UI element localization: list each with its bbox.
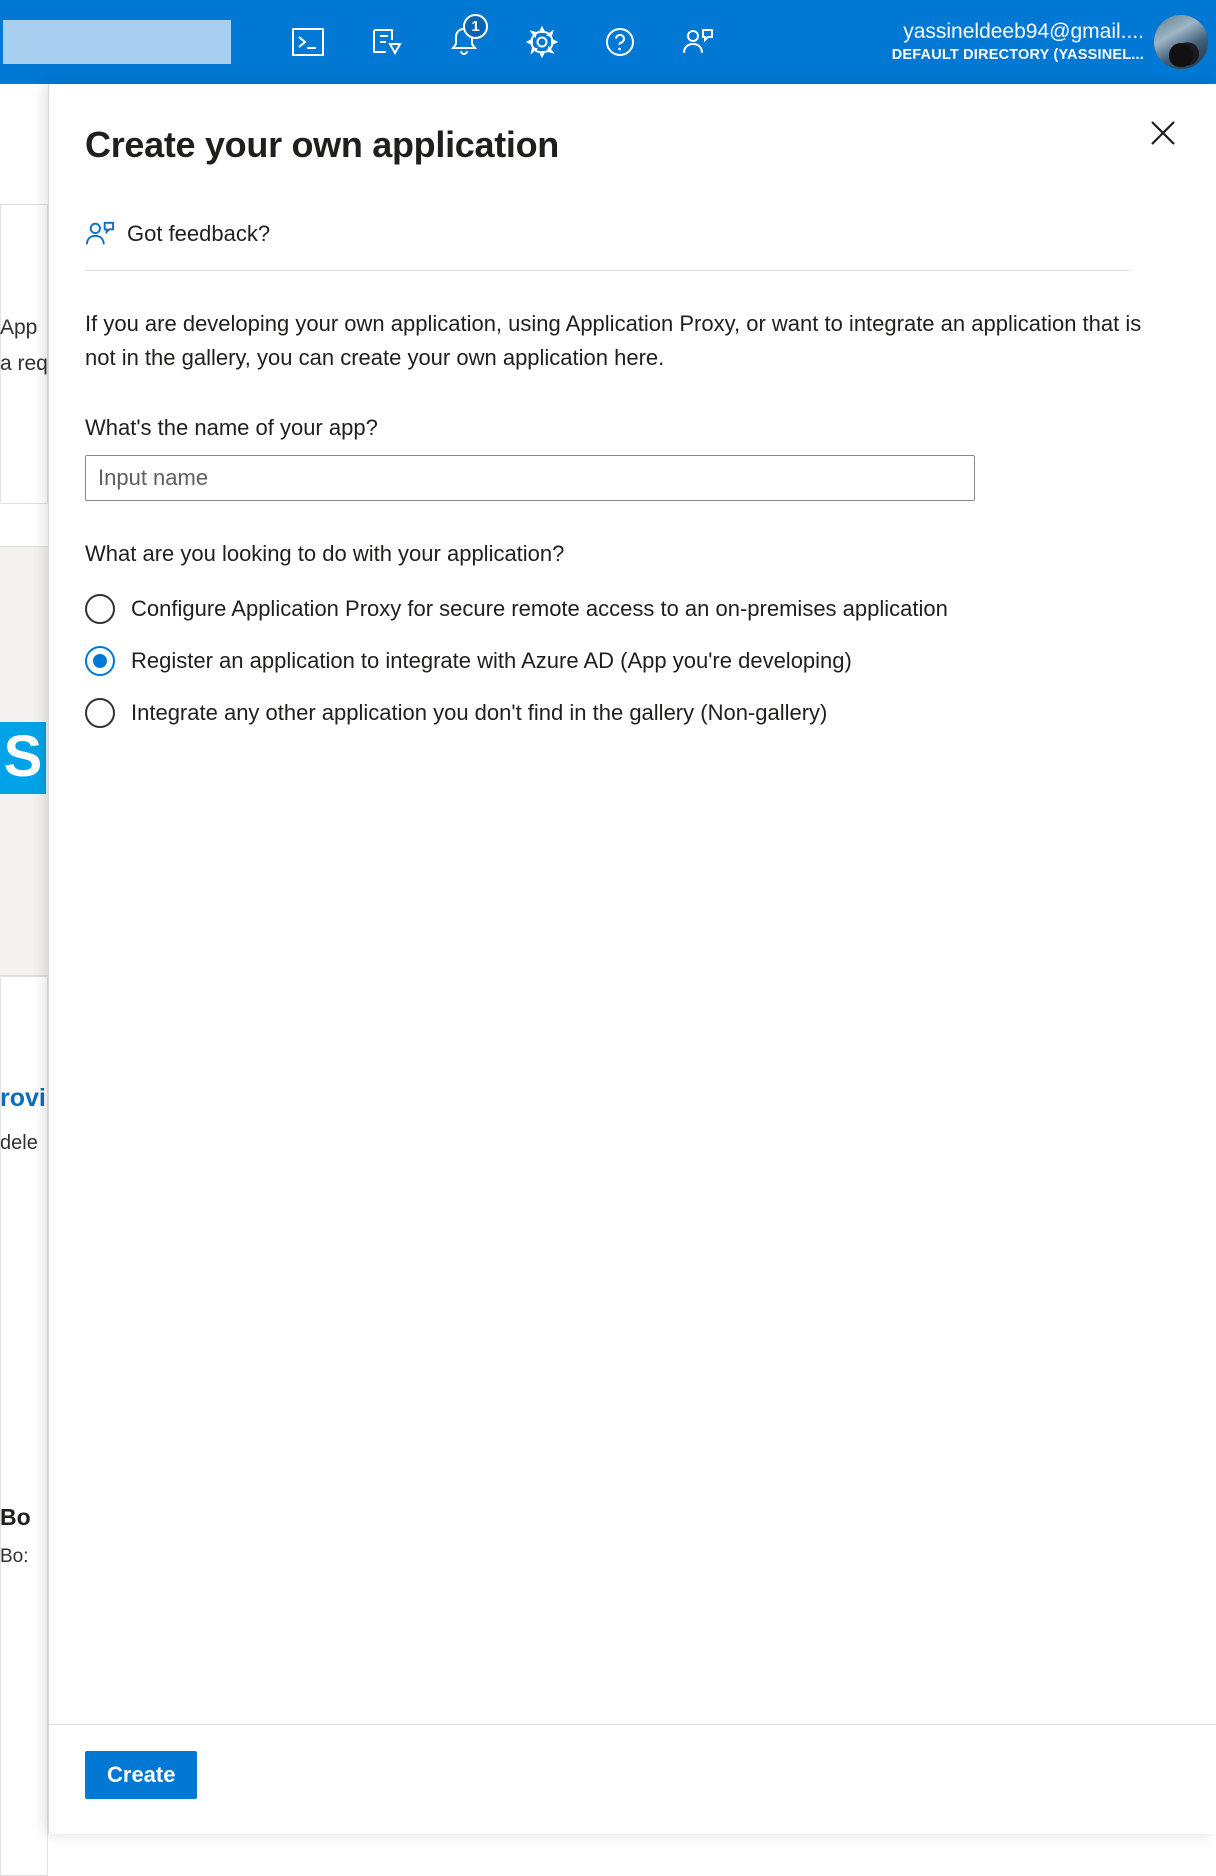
create-button[interactable]: Create: [85, 1751, 197, 1799]
bg-app-text: App: [0, 316, 38, 339]
panel-header: [49, 84, 1216, 166]
close-icon[interactable]: [1140, 110, 1186, 156]
radio-option-label: Configure Application Proxy for secure remote access to an on-premises application: [131, 596, 948, 621]
intro-text: If you are developing your own application, using Application Proxy, or want to integrate an application that is not in the gallery, you can create your own application here.: [85, 311, 1142, 370]
avatar[interactable]: [1154, 15, 1208, 69]
bg-skype-logo: S: [0, 722, 46, 794]
radio-option-label: Integrate any other application you don't find in the gallery (Non-gallery): [131, 700, 828, 725]
application-intent-radio-group: [85, 583, 1180, 739]
got-feedback-button[interactable]: [85, 220, 1130, 271]
account-email: yassineldeeb94@gmail....: [903, 20, 1144, 43]
radio-option-app-proxy[interactable]: [85, 583, 1180, 635]
cloud-shell-icon[interactable]: [289, 23, 327, 61]
feedback-person-icon[interactable]: [679, 23, 717, 61]
settings-gear-icon[interactable]: [523, 23, 561, 61]
radio-option-register-app[interactable]: [85, 635, 1180, 687]
notifications-icon[interactable]: [445, 18, 483, 61]
bg-box-text: Bo:: [0, 1546, 29, 1567]
create-application-panel: [48, 84, 1216, 1834]
radio-option-non-gallery[interactable]: [85, 687, 1180, 739]
app-name-input[interactable]: [85, 455, 975, 501]
page-title: Create your own application: [85, 124, 559, 165]
application-intent-question: What are you looking to do with your application?: [85, 541, 565, 566]
help-question-icon[interactable]: [601, 23, 639, 61]
account-directory: DEFAULT DIRECTORY (YASSINEL...: [891, 47, 1144, 63]
app-name-label: What's the name of your app?: [85, 415, 378, 440]
radio-icon: [85, 594, 115, 624]
directories-subscriptions-icon[interactable]: [367, 23, 405, 61]
account-menu[interactable]: [892, 15, 1216, 69]
feedback-person-icon: [85, 220, 115, 248]
radio-option-label: Register an application to integrate with Azure AD (App you're developing): [131, 648, 852, 673]
global-search-input[interactable]: [3, 20, 231, 64]
azure-top-bar: [0, 0, 1216, 84]
bg-bo-text: Bo: [0, 1504, 31, 1530]
bg-req-text: a req: [0, 352, 48, 375]
panel-body: [49, 271, 1216, 1724]
panel-footer: [49, 1724, 1216, 1834]
topbar-icon-group: [289, 18, 717, 61]
bg-dele-text: dele: [0, 1132, 38, 1154]
radio-selected-icon: [85, 646, 115, 676]
radio-icon: [85, 698, 115, 728]
notification-count-badge: 1: [463, 14, 488, 39]
account-text: [892, 19, 1144, 65]
bg-provisioning-link: rovi: [0, 1084, 46, 1112]
got-feedback-label: Got feedback?: [127, 221, 271, 246]
